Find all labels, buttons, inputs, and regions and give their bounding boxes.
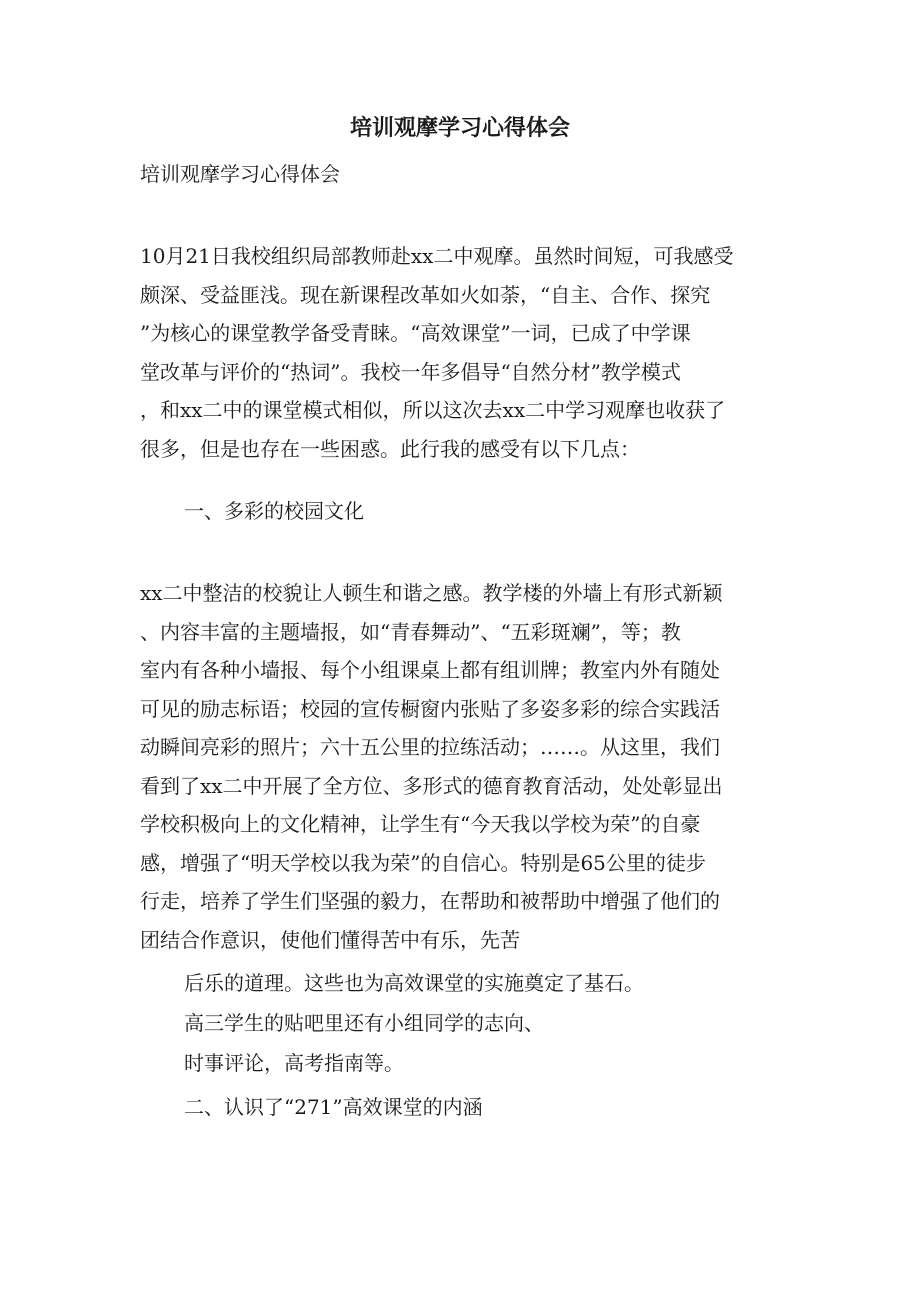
paragraph-line: 看到了xx二中开展了全方位、多形式的德育教育活动，处处彰显出 [140, 773, 723, 798]
paragraph-line: 堂改革与评价的“热词”。我校一年多倡导“自然分材”教学模式 [140, 359, 681, 384]
text-line-b: 高三学生的贴吧里还有小组同学的志向、 [184, 1011, 544, 1035]
paragraph-line: xx二中整洁的校貌让人顿生和谐之感。教学楼的外墙上有形式新颖 [140, 581, 723, 605]
paragraph-line: ”为核心的课堂教学备受青睐。“高效课堂”一词，已成了中学课 [140, 321, 691, 345]
paragraph-line: 室内有各种小墙报、每个小组课桌上都有组训牌；教室内外有随处 [140, 658, 720, 682]
text-line-c: 时事评论，高考指南等。 [184, 1051, 404, 1075]
document-title: 培训观摩学习心得体会 [349, 115, 570, 141]
paragraph-line: 可见的励志标语；校园的宣传橱窗内张贴了多姿多彩的综合实践活 [140, 696, 720, 721]
paragraph-line: 行走，培养了学生们坚强的毅力，在帮助和被帮助中增强了他们的 [140, 889, 720, 913]
paragraph-line: 很多，但是也存在一些困惑。此行我的感受有以下几点： [140, 436, 640, 461]
paragraph-line: 团结合作意识，使他们懂得苦中有乐，先苦 [140, 927, 520, 952]
paragraph-line: 动瞬间亮彩的照片；六十五公里的拉练活动；……。从这里，我们 [140, 735, 720, 759]
paragraph-line: 学校积极向上的文化精神，让学生有“今天我以学校为荣”的自豪 [140, 812, 701, 836]
text-line-a: 后乐的道理。这些也为高效课堂的实施奠定了基石。 [184, 971, 644, 995]
paragraph-campus-culture [140, 574, 780, 959]
section-heading-1: 一、多彩的校园文化 [184, 499, 364, 523]
paragraph-line: 10月21日我校组织局部教师赴xx二中观摩。虽然时间短，可我感受 [140, 244, 734, 268]
paragraph-line: ，和xx二中的课堂模式相似，所以这次去xx二中学习观摩也收获了 [140, 398, 726, 422]
paragraph-intro [140, 237, 780, 468]
paragraph-line: 颇深、受益匪浅。现在新课程改革如火如荼，“自主、合作、探究 [140, 282, 711, 307]
paragraph-line: 感，增强了“明天学校以我为荣”的自信心。特别是65公里的徒步 [140, 850, 706, 875]
paragraph-line: 、内容丰富的主题墙报，如“青春舞动”、“五彩斑斓”，等；教 [140, 619, 681, 644]
document-subtitle: 培训观摩学习心得体会 [140, 162, 340, 186]
section-heading-2: 二、认识了“271”高效课堂的内涵 [184, 1095, 483, 1119]
